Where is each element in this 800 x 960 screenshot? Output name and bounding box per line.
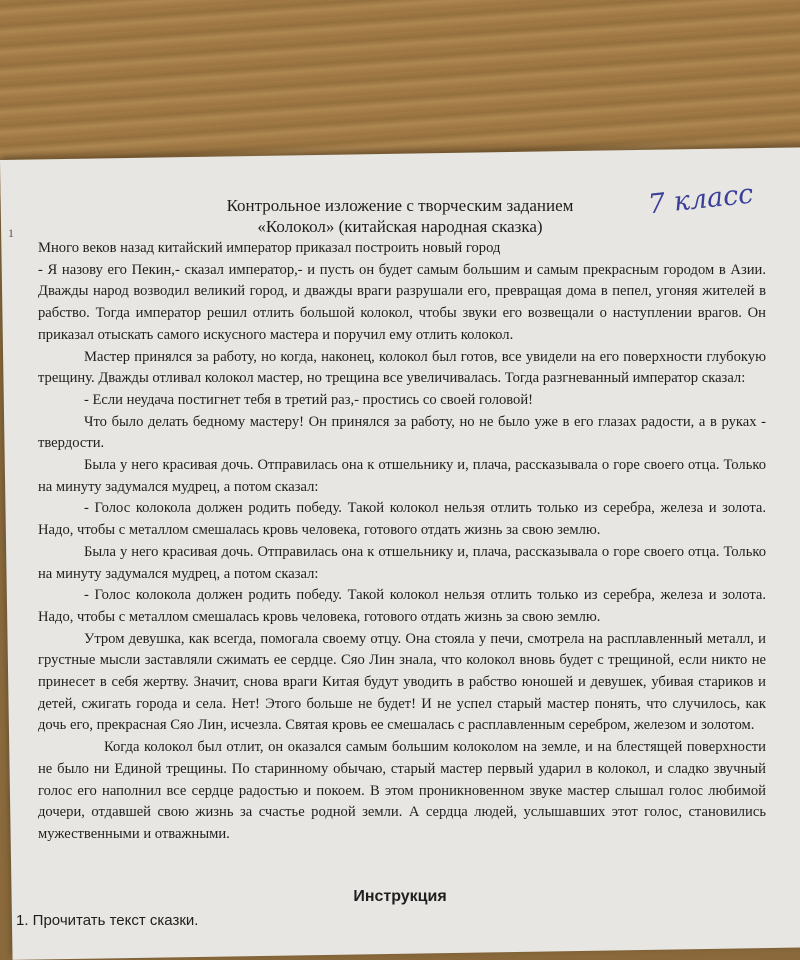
grade-note: 7 класс [646, 178, 755, 221]
paragraph: Была у него красивая дочь. Отправилась она к отшельнику и, плача, рассказывала о горе своего отца. Только на минуту задумался мудрец, а потом сказал: [38, 457, 766, 495]
margin-mark: 1 [8, 226, 14, 240]
instruction-title: Инструкция [353, 888, 447, 905]
paragraph: Много веков назад китайский император приказал построить новый город [38, 240, 501, 256]
paragraph: Мастер принялся за работу, но когда, наконец, колокол был готов, все увидели на его поверхности глубокую трещину. Дважды отливал колокол мастер, но трещина все увеличивалась. Тогда разгневанный император сказал: [38, 348, 766, 387]
paragraph: - Я назову его Пекин,- сказал император,- и пусть он будет самым большим и самым прекрасным городом в Азии. Дважды народ возводил великий город, и дважды враги разрушали его, превращая дома в пепел, угоняя жителей в рабство. Тогда император решил отлить большой колокол, чтобы звуки его возвещали о наступлении врагов. Он приказал отыскать самого искусного мастера и поручил ему отлить колокол. [38, 261, 766, 343]
document-title: Контрольное изложение с творческим заданием [226, 196, 574, 215]
paragraph: - Голос колокола должен родить победу. Такой колокол нельзя отлить только из серебра, железа и золота. Надо, чтобы с металлом смешалась кровь человека, готового отдать жизнь за свою землю. [38, 500, 766, 539]
paragraph: Когда колокол был отлит, он оказался самым большим колоколом на земле, и на блестящей поверхности не было ни Единой трещины. По старинному обычаю, старый мастер первый ударил в колокол, и сладко звучный голос его наполнил все сердце радостью и покоем. В этом проникновенном звуке мастер слышал голос любимой дочери, отдавшей свою жизнь за счастье родной земли. А сердца людей, услышавших этот голос, становились мужественными и отважными. [38, 739, 766, 842]
paragraph: Что было делать бедному мастеру! Он принялся за работу, но не было уже в его глазах радости, а в руках - твердости. [38, 413, 766, 452]
instruction-item: 1. Прочитать текст сказки. [16, 912, 199, 929]
document-subtitle: «Колокол» (китайская народная сказка) [257, 217, 543, 236]
story-text [38, 238, 766, 846]
paragraph: - Если неудача постигнет тебя в третий раз,- простись со своей головой! [84, 391, 534, 408]
paragraph: Была у него красивая дочь. Отправилась она к отшельнику и, плача, рассказывала о горе своего отца. Только на минуту задумался мудрец, а потом сказал: [38, 543, 766, 582]
paragraph: - Голос колокола должен родить победу. Такой колокол нельзя отлить только из серебра, железа и золота. Надо, чтобы с металлом смешалась кровь человека, готового отдать жизнь за свою землю. [38, 587, 766, 625]
document [0, 176, 800, 936]
paragraph: Утром девушка, как всегда, помогала своему отцу. Она стояла у печи, смотрела на расплавленный металл, и грустные мысли заставляли сжимать ее сердце. Сяо Лин знала, что колокол вновь будет с трещиной, если никто не принесет в себя жертву. Значит, снова враги Китая будут уводить в рабство юношей и девушек, убивая стариков и детей, сжигать города и села. Нет! Этого больше не будет! И не успел старый мастер понять, что случилось, как дочь его, прекрасная Сяо Лин, исчезла. Святая кровь ее смешалась с расплавленным серебром, железом и золотом. [38, 630, 766, 734]
